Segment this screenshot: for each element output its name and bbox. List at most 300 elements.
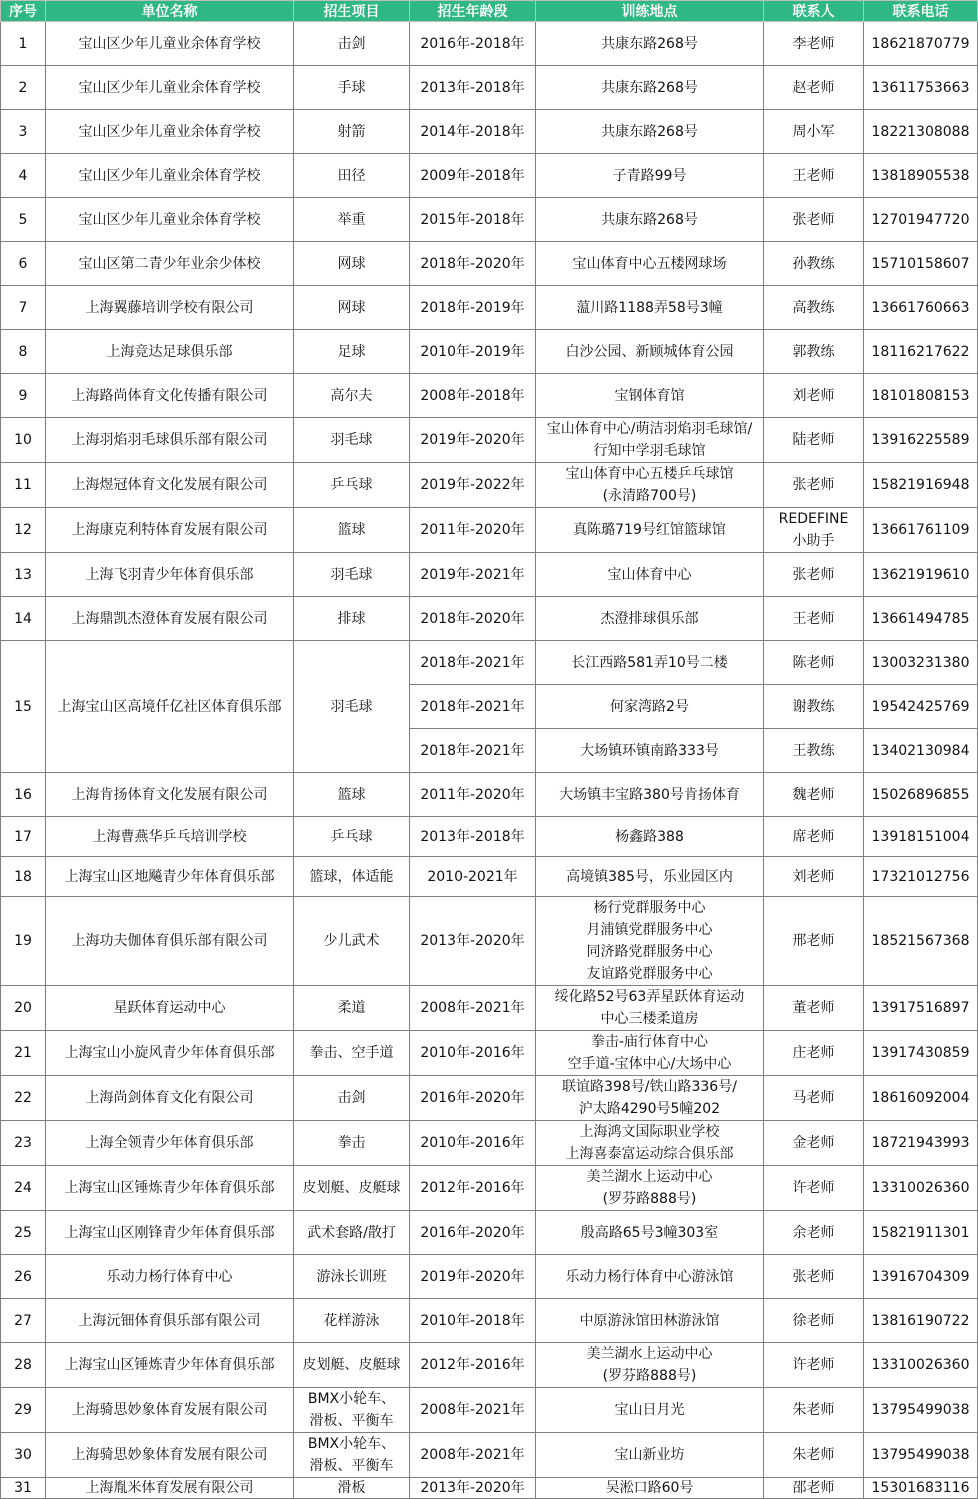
table-row xyxy=(1,1388,978,1433)
cell-location xyxy=(536,1076,764,1121)
table-row xyxy=(1,66,978,110)
cell-location-line: 乐动力杨行体育中心游泳馆 xyxy=(565,1268,734,1285)
cell-no: 30 xyxy=(1,1433,46,1478)
cell-age: 2012年-2016年 xyxy=(410,1166,536,1211)
cell-age: 2019年-2020年 xyxy=(410,418,536,463)
table-row xyxy=(1,1211,978,1255)
cell-no: 23 xyxy=(1,1121,46,1166)
cell-age: 2011年-2020年 xyxy=(410,773,536,817)
table-row xyxy=(1,154,978,198)
cell-no: 18 xyxy=(1,857,46,897)
cell-location-line: 拳击-庙行体育中心 xyxy=(590,1034,709,1050)
cell-unit: 上海宝山区地飚青少年体育俱乐部 xyxy=(46,857,294,897)
table-row xyxy=(1,1478,978,1499)
cell-location-line: 蕰川路1188弄58号3幢 xyxy=(576,299,723,316)
cell-project: 羽毛球 xyxy=(294,641,410,773)
cell-unit: 上海肯扬体育文化发展有限公司 xyxy=(46,773,294,817)
cell-location xyxy=(536,1211,764,1255)
cell-contact-line: 周小军 xyxy=(792,123,835,140)
cell-no: 6 xyxy=(1,242,46,286)
cell-project: 乒乓球 xyxy=(294,817,410,857)
cell-contact-line: 刘老师 xyxy=(792,868,835,885)
header-contact: 联系人 xyxy=(764,1,864,22)
cell-phone: 13918151004 xyxy=(864,817,978,857)
cell-project: 网球 xyxy=(294,286,410,330)
cell-unit: 上海煜冠体育文化发展有限公司 xyxy=(46,463,294,508)
cell-contact: 陈老师 xyxy=(764,641,864,685)
cell-contact xyxy=(764,1433,864,1478)
cell-phone: 13402130984 xyxy=(864,729,978,773)
cell-location: 何家湾路2号 xyxy=(536,685,764,729)
cell-age: 2008年-2018年 xyxy=(410,374,536,418)
cell-project: 足球 xyxy=(294,330,410,374)
cell-project: 篮球，体适能 xyxy=(294,857,410,897)
cell-location-line: 联谊路398号/铁山路336号/ xyxy=(562,1079,737,1095)
cell-unit: 上海宝山区锤炼青少年体育俱乐部 xyxy=(46,1343,294,1388)
cell-project: 花样游泳 xyxy=(294,1299,410,1343)
cell-unit: 上海羽焰羽毛球俱乐部有限公司 xyxy=(46,418,294,463)
cell-contact xyxy=(764,857,864,897)
table-row xyxy=(1,1166,978,1211)
table-row xyxy=(1,242,978,286)
cell-phone: 13795499038 xyxy=(864,1433,978,1478)
cell-location xyxy=(536,553,764,597)
cell-no: 28 xyxy=(1,1343,46,1388)
cell-contact-line: 小助手 xyxy=(792,533,835,549)
cell-project: 田径 xyxy=(294,154,410,198)
cell-no: 20 xyxy=(1,986,46,1031)
cell-age: 2011年-2020年 xyxy=(410,508,536,553)
cell-phone: 13917430859 xyxy=(864,1031,978,1076)
cell-project: 柔道 xyxy=(294,986,410,1031)
table-row xyxy=(1,897,978,986)
cell-contact-line: 高教练 xyxy=(792,299,835,316)
cell-project: 篮球 xyxy=(294,773,410,817)
cell-age: 2013年-2020年 xyxy=(410,1478,536,1499)
cell-contact-line: 张老师 xyxy=(792,477,835,493)
cell-contact xyxy=(764,66,864,110)
cell-contact-line: 徐老师 xyxy=(792,1312,835,1329)
cell-no: 22 xyxy=(1,1076,46,1121)
header-location: 训练地点 xyxy=(536,1,764,22)
cell-phone: 15026896855 xyxy=(864,773,978,817)
cell-contact xyxy=(764,22,864,66)
cell-age: 2018年-2019年 xyxy=(410,286,536,330)
cell-location-line: 空手道-宝体中心/大场中心 xyxy=(567,1056,732,1072)
cell-location-line: 大场镇丰宝路380号肯扬体育 xyxy=(559,786,740,803)
cell-location xyxy=(536,1478,764,1499)
cell-age: 2008年-2021年 xyxy=(410,1388,536,1433)
cell-unit: 上海曹燕华乒乓培训学校 xyxy=(46,817,294,857)
cell-no: 4 xyxy=(1,154,46,198)
cell-no: 11 xyxy=(1,463,46,508)
cell-no: 8 xyxy=(1,330,46,374)
cell-location xyxy=(536,1166,764,1211)
cell-location xyxy=(536,330,764,374)
table-row xyxy=(1,1433,978,1478)
cell-no: 25 xyxy=(1,1211,46,1255)
cell-contact-line: 许老师 xyxy=(792,1180,835,1196)
cell-contact xyxy=(764,154,864,198)
table-row xyxy=(1,1031,978,1076)
cell-location: 大场镇环镇南路333号 xyxy=(536,729,764,773)
cell-contact-line: 赵老师 xyxy=(792,79,835,96)
cell-contact xyxy=(764,1211,864,1255)
cell-project: 羽毛球 xyxy=(294,553,410,597)
cell-location-line: 上海鸿文国际职业学校 xyxy=(579,1124,720,1140)
table-row xyxy=(1,857,978,897)
cell-contact xyxy=(764,1299,864,1343)
cell-location-line: 白沙公园、新顾城体育公园 xyxy=(565,343,734,360)
cell-project: 篮球 xyxy=(294,508,410,553)
cell-contact xyxy=(764,1343,864,1388)
cell-phone: 18521567368 xyxy=(864,897,978,986)
cell-phone: 13816190722 xyxy=(864,1299,978,1343)
cell-location-line: 中原游泳馆田林游泳馆 xyxy=(579,1312,720,1329)
cell-contact-line: 邢老师 xyxy=(792,933,835,949)
cell-age: 2018年-2021年 xyxy=(410,641,536,685)
cell-age: 2018年-2020年 xyxy=(410,597,536,641)
cell-contact xyxy=(764,1031,864,1076)
cell-location-line: 真陈璐719号红馆篮球馆 xyxy=(573,522,726,538)
cell-location xyxy=(536,463,764,508)
cell-contact-line: 马老师 xyxy=(792,1090,835,1106)
cell-phone: 13611753663 xyxy=(864,66,978,110)
cell-contact-line: 张老师 xyxy=(792,1268,835,1285)
cell-age: 2016年-2018年 xyxy=(410,22,536,66)
cell-project: 游泳长训班 xyxy=(294,1255,410,1299)
cell-age: 2010年-2019年 xyxy=(410,330,536,374)
cell-location-line: 杰澄排球俱乐部 xyxy=(600,610,699,627)
cell-age: 2016年-2020年 xyxy=(410,1211,536,1255)
cell-location xyxy=(536,286,764,330)
cell-contact xyxy=(764,1121,864,1166)
cell-project-line: 滑板、平衡车 xyxy=(309,1458,394,1474)
cell-location-line: 宝山日月光 xyxy=(614,1402,685,1418)
cell-unit: 上海沅钿体育俱乐部有限公司 xyxy=(46,1299,294,1343)
cell-contact-line: 王老师 xyxy=(792,167,835,184)
cell-phone: 18621870779 xyxy=(864,22,978,66)
cell-location xyxy=(536,817,764,857)
table-row xyxy=(1,418,978,463)
cell-contact xyxy=(764,242,864,286)
cell-location-line: 友谊路党群服务中心 xyxy=(586,966,713,982)
cell-contact xyxy=(764,773,864,817)
cell-location-line: (罗芬路888号) xyxy=(602,1191,697,1207)
cell-no: 14 xyxy=(1,597,46,641)
cell-no: 16 xyxy=(1,773,46,817)
cell-project: 滑板 xyxy=(294,1478,410,1499)
cell-unit: 宝山区少年儿童业余体育学校 xyxy=(46,198,294,242)
cell-phone: 13916704309 xyxy=(864,1255,978,1299)
cell-age: 2019年-2022年 xyxy=(410,463,536,508)
cell-contact-line: REDEFINE xyxy=(778,511,849,527)
cell-age: 2018年-2021年 xyxy=(410,685,536,729)
table-row xyxy=(1,1255,978,1299)
cell-project: 武术套路/散打 xyxy=(294,1211,410,1255)
cell-unit: 宝山区少年儿童业余体育学校 xyxy=(46,66,294,110)
table-row xyxy=(1,1299,978,1343)
cell-phone: 18221308088 xyxy=(864,110,978,154)
cell-location-line: 宝山新业坊 xyxy=(614,1447,685,1463)
cell-contact-line: 邵老师 xyxy=(792,1480,835,1496)
cell-location-line: 美兰湖水上运动中心 xyxy=(586,1169,713,1185)
table-row xyxy=(1,553,978,597)
cell-unit: 宝山区第二青少年业余少体校 xyxy=(46,242,294,286)
cell-project-line: BMX小轮车、 xyxy=(307,1391,396,1407)
cell-phone: 13661494785 xyxy=(864,597,978,641)
cell-phone: 13661761109 xyxy=(864,508,978,553)
cell-contact-line: 王老师 xyxy=(792,610,835,627)
cell-age: 2010-2021年 xyxy=(410,857,536,897)
cell-contact xyxy=(764,463,864,508)
cell-project-line: BMX小轮车、 xyxy=(307,1436,396,1452)
table-row xyxy=(1,597,978,641)
cell-location-line: 沪太路4290号5幢202 xyxy=(578,1101,721,1117)
cell-age: 2018年-2021年 xyxy=(410,729,536,773)
cell-age: 2016年-2020年 xyxy=(410,1076,536,1121)
cell-project: 射箭 xyxy=(294,110,410,154)
cell-age: 2009年-2018年 xyxy=(410,154,536,198)
cell-contact-line: 刘老师 xyxy=(792,387,835,404)
cell-location xyxy=(536,1433,764,1478)
cell-contact xyxy=(764,286,864,330)
cell-unit: 宝山区少年儿童业余体育学校 xyxy=(46,22,294,66)
cell-no: 31 xyxy=(1,1478,46,1499)
cell-project: 拳击 xyxy=(294,1121,410,1166)
cell-location xyxy=(536,986,764,1031)
cell-location-line: 同济路党群服务中心 xyxy=(586,944,713,960)
cell-phone: 18616092004 xyxy=(864,1076,978,1121)
table-row xyxy=(1,1121,978,1166)
cell-phone: 13310026360 xyxy=(864,1166,978,1211)
cell-phone: 19542425769 xyxy=(864,685,978,729)
table-row xyxy=(1,986,978,1031)
cell-age: 2015年-2018年 xyxy=(410,198,536,242)
cell-unit: 上海宝山区锤炼青少年体育俱乐部 xyxy=(46,1166,294,1211)
table-row xyxy=(1,110,978,154)
cell-no: 21 xyxy=(1,1031,46,1076)
cell-contact xyxy=(764,1478,864,1499)
cell-contact-line: 张老师 xyxy=(792,566,835,583)
cell-contact-line: 庄老师 xyxy=(792,1045,835,1061)
cell-location-line: 绥化路52号63弄星跃体育运动 xyxy=(554,989,745,1005)
cell-contact-line: 董老师 xyxy=(792,1000,835,1016)
cell-location-line: 上海喜泰富运动综合俱乐部 xyxy=(565,1146,734,1162)
cell-contact xyxy=(764,1076,864,1121)
cell-age: 2008年-2021年 xyxy=(410,986,536,1031)
cell-contact-line: 许老师 xyxy=(792,1357,835,1373)
cell-location-line: 高境镇385号，乐业园区内 xyxy=(566,868,733,885)
cell-unit: 星跃体育运动中心 xyxy=(46,986,294,1031)
cell-phone: 13003231380 xyxy=(864,641,978,685)
cell-contact xyxy=(764,508,864,553)
cell-phone: 13661760663 xyxy=(864,286,978,330)
table-row xyxy=(1,773,978,817)
header-no: 序号 xyxy=(1,1,46,22)
cell-location xyxy=(536,198,764,242)
cell-unit: 宝山区少年儿童业余体育学校 xyxy=(46,110,294,154)
cell-project: 举重 xyxy=(294,198,410,242)
cell-contact xyxy=(764,597,864,641)
cell-location xyxy=(536,154,764,198)
cell-project: 手球 xyxy=(294,66,410,110)
cell-no: 27 xyxy=(1,1299,46,1343)
cell-location-line: 杨鑫路388 xyxy=(615,828,684,845)
cell-contact-line: 陆老师 xyxy=(792,432,835,448)
cell-location-line: 宝山体育中心 xyxy=(607,566,692,583)
cell-contact xyxy=(764,198,864,242)
cell-location xyxy=(536,66,764,110)
cell-project: 羽毛球 xyxy=(294,418,410,463)
table-row xyxy=(1,508,978,553)
cell-contact-line: 朱老师 xyxy=(792,1402,835,1418)
cell-location-line: 宝山体育中心/萌洁羽焰羽毛球馆/ xyxy=(546,421,753,437)
cell-age: 2019年-2021年 xyxy=(410,553,536,597)
cell-location-line: 宝山体育中心五楼网球场 xyxy=(572,255,727,272)
cell-phone: 15821911301 xyxy=(864,1211,978,1255)
cell-location-line: 宝钢体育馆 xyxy=(614,387,685,404)
cell-age: 2014年-2018年 xyxy=(410,110,536,154)
cell-contact xyxy=(764,110,864,154)
cell-no: 3 xyxy=(1,110,46,154)
cell-project xyxy=(294,1433,410,1478)
cell-project: 少儿武术 xyxy=(294,897,410,986)
cell-location xyxy=(536,374,764,418)
table-row xyxy=(1,641,978,685)
cell-contact-line: 孙教练 xyxy=(792,255,835,272)
cell-project xyxy=(294,1388,410,1433)
cell-location xyxy=(536,1031,764,1076)
cell-location-line: (罗芬路888号) xyxy=(602,1368,697,1384)
table-row xyxy=(1,1076,978,1121)
header-phone: 联系电话 xyxy=(864,1,978,22)
cell-phone: 17321012756 xyxy=(864,857,978,897)
cell-location-line: 共康东路268号 xyxy=(601,35,698,52)
cell-location-line: 殷高路65号3幢303室 xyxy=(580,1224,719,1241)
cell-age: 2018年-2020年 xyxy=(410,242,536,286)
cell-unit: 上海胤米体育发展有限公司 xyxy=(46,1478,294,1499)
cell-location: 长江西路581弄10号二楼 xyxy=(536,641,764,685)
table-row xyxy=(1,463,978,508)
cell-phone: 18721943993 xyxy=(864,1121,978,1166)
cell-location xyxy=(536,1388,764,1433)
cell-unit: 上海路尚体育文化传播有限公司 xyxy=(46,374,294,418)
cell-contact xyxy=(764,330,864,374)
cell-location xyxy=(536,1343,764,1388)
cell-location-line: 吴淞口路60号 xyxy=(605,1480,694,1496)
cell-location-line: 子青路99号 xyxy=(612,167,687,184)
cell-location-line: (永清路700号) xyxy=(602,488,697,504)
cell-age: 2010年-2016年 xyxy=(410,1031,536,1076)
cell-age: 2013年-2020年 xyxy=(410,897,536,986)
cell-unit: 上海竞达足球俱乐部 xyxy=(46,330,294,374)
cell-unit: 上海全领青少年体育俱乐部 xyxy=(46,1121,294,1166)
cell-phone: 15821916948 xyxy=(864,463,978,508)
table-row xyxy=(1,817,978,857)
cell-location-line: 共康东路268号 xyxy=(601,79,698,96)
cell-contact xyxy=(764,817,864,857)
cell-project: 拳击、空手道 xyxy=(294,1031,410,1076)
header-age: 招生年龄段 xyxy=(410,1,536,22)
cell-unit: 上海骑思妙象体育发展有限公司 xyxy=(46,1433,294,1478)
header-row xyxy=(1,1,978,22)
cell-unit: 上海翼藤培训学校有限公司 xyxy=(46,286,294,330)
cell-location-line: 中心三楼柔道房 xyxy=(600,1011,699,1027)
header-unit: 单位名称 xyxy=(46,1,294,22)
cell-contact-line: 张老师 xyxy=(792,211,835,228)
cell-no: 2 xyxy=(1,66,46,110)
cell-phone: 15301683116 xyxy=(864,1478,978,1499)
cell-project: 皮划艇、皮艇球 xyxy=(294,1343,410,1388)
cell-location-line: 共康东路268号 xyxy=(601,123,698,140)
cell-contact xyxy=(764,986,864,1031)
cell-contact-line: 李老师 xyxy=(792,35,835,52)
cell-contact-line: 余老师 xyxy=(792,1224,835,1241)
cell-no: 5 xyxy=(1,198,46,242)
cell-age: 2010年-2018年 xyxy=(410,1299,536,1343)
table-row xyxy=(1,22,978,66)
cell-age: 2019年-2020年 xyxy=(410,1255,536,1299)
cell-phone: 15710158607 xyxy=(864,242,978,286)
cell-phone: 13916225589 xyxy=(864,418,978,463)
cell-unit: 上海骑思妙象体育发展有限公司 xyxy=(46,1388,294,1433)
cell-phone: 13917516897 xyxy=(864,986,978,1031)
cell-location xyxy=(536,773,764,817)
cell-project: 击剑 xyxy=(294,1076,410,1121)
cell-location xyxy=(536,508,764,553)
cell-unit: 宝山区少年儿童业余体育学校 xyxy=(46,154,294,198)
cell-no: 10 xyxy=(1,418,46,463)
cell-location xyxy=(536,22,764,66)
cell-project: 皮划艇、皮艇球 xyxy=(294,1166,410,1211)
cell-contact xyxy=(764,1388,864,1433)
cell-no: 15 xyxy=(1,641,46,773)
cell-no: 29 xyxy=(1,1388,46,1433)
cell-location xyxy=(536,418,764,463)
cell-location-line: 宝山体育中心五楼乒乓球馆 xyxy=(565,466,734,482)
cell-project: 高尔夫 xyxy=(294,374,410,418)
cell-no: 26 xyxy=(1,1255,46,1299)
table-row xyxy=(1,286,978,330)
cell-location xyxy=(536,1299,764,1343)
cell-unit: 上海宝山小旋风青少年体育俱乐部 xyxy=(46,1031,294,1076)
table-row xyxy=(1,374,978,418)
cell-phone: 13795499038 xyxy=(864,1388,978,1433)
cell-project: 击剑 xyxy=(294,22,410,66)
cell-unit: 上海宝山区高境仟亿社区体育俱乐部 xyxy=(46,641,294,773)
cell-contact-line: 朱老师 xyxy=(792,1447,835,1463)
cell-location xyxy=(536,110,764,154)
cell-unit: 上海宝山区刚锋青少年体育俱乐部 xyxy=(46,1211,294,1255)
cell-no: 19 xyxy=(1,897,46,986)
cell-unit: 乐动力杨行体育中心 xyxy=(46,1255,294,1299)
table-row xyxy=(1,1343,978,1388)
cell-phone: 12701947720 xyxy=(864,198,978,242)
cell-contact xyxy=(764,897,864,986)
cell-contact: 王教练 xyxy=(764,729,864,773)
cell-no: 24 xyxy=(1,1166,46,1211)
cell-phone: 13621919610 xyxy=(864,553,978,597)
cell-location-line: 行知中学羽毛球馆 xyxy=(593,443,706,459)
cell-contact-line: 金老师 xyxy=(792,1135,835,1151)
cell-location xyxy=(536,1255,764,1299)
cell-unit: 上海飞羽青少年体育俱乐部 xyxy=(46,553,294,597)
cell-no: 9 xyxy=(1,374,46,418)
cell-contact-line: 魏老师 xyxy=(792,786,835,803)
cell-location xyxy=(536,897,764,986)
cell-contact xyxy=(764,374,864,418)
